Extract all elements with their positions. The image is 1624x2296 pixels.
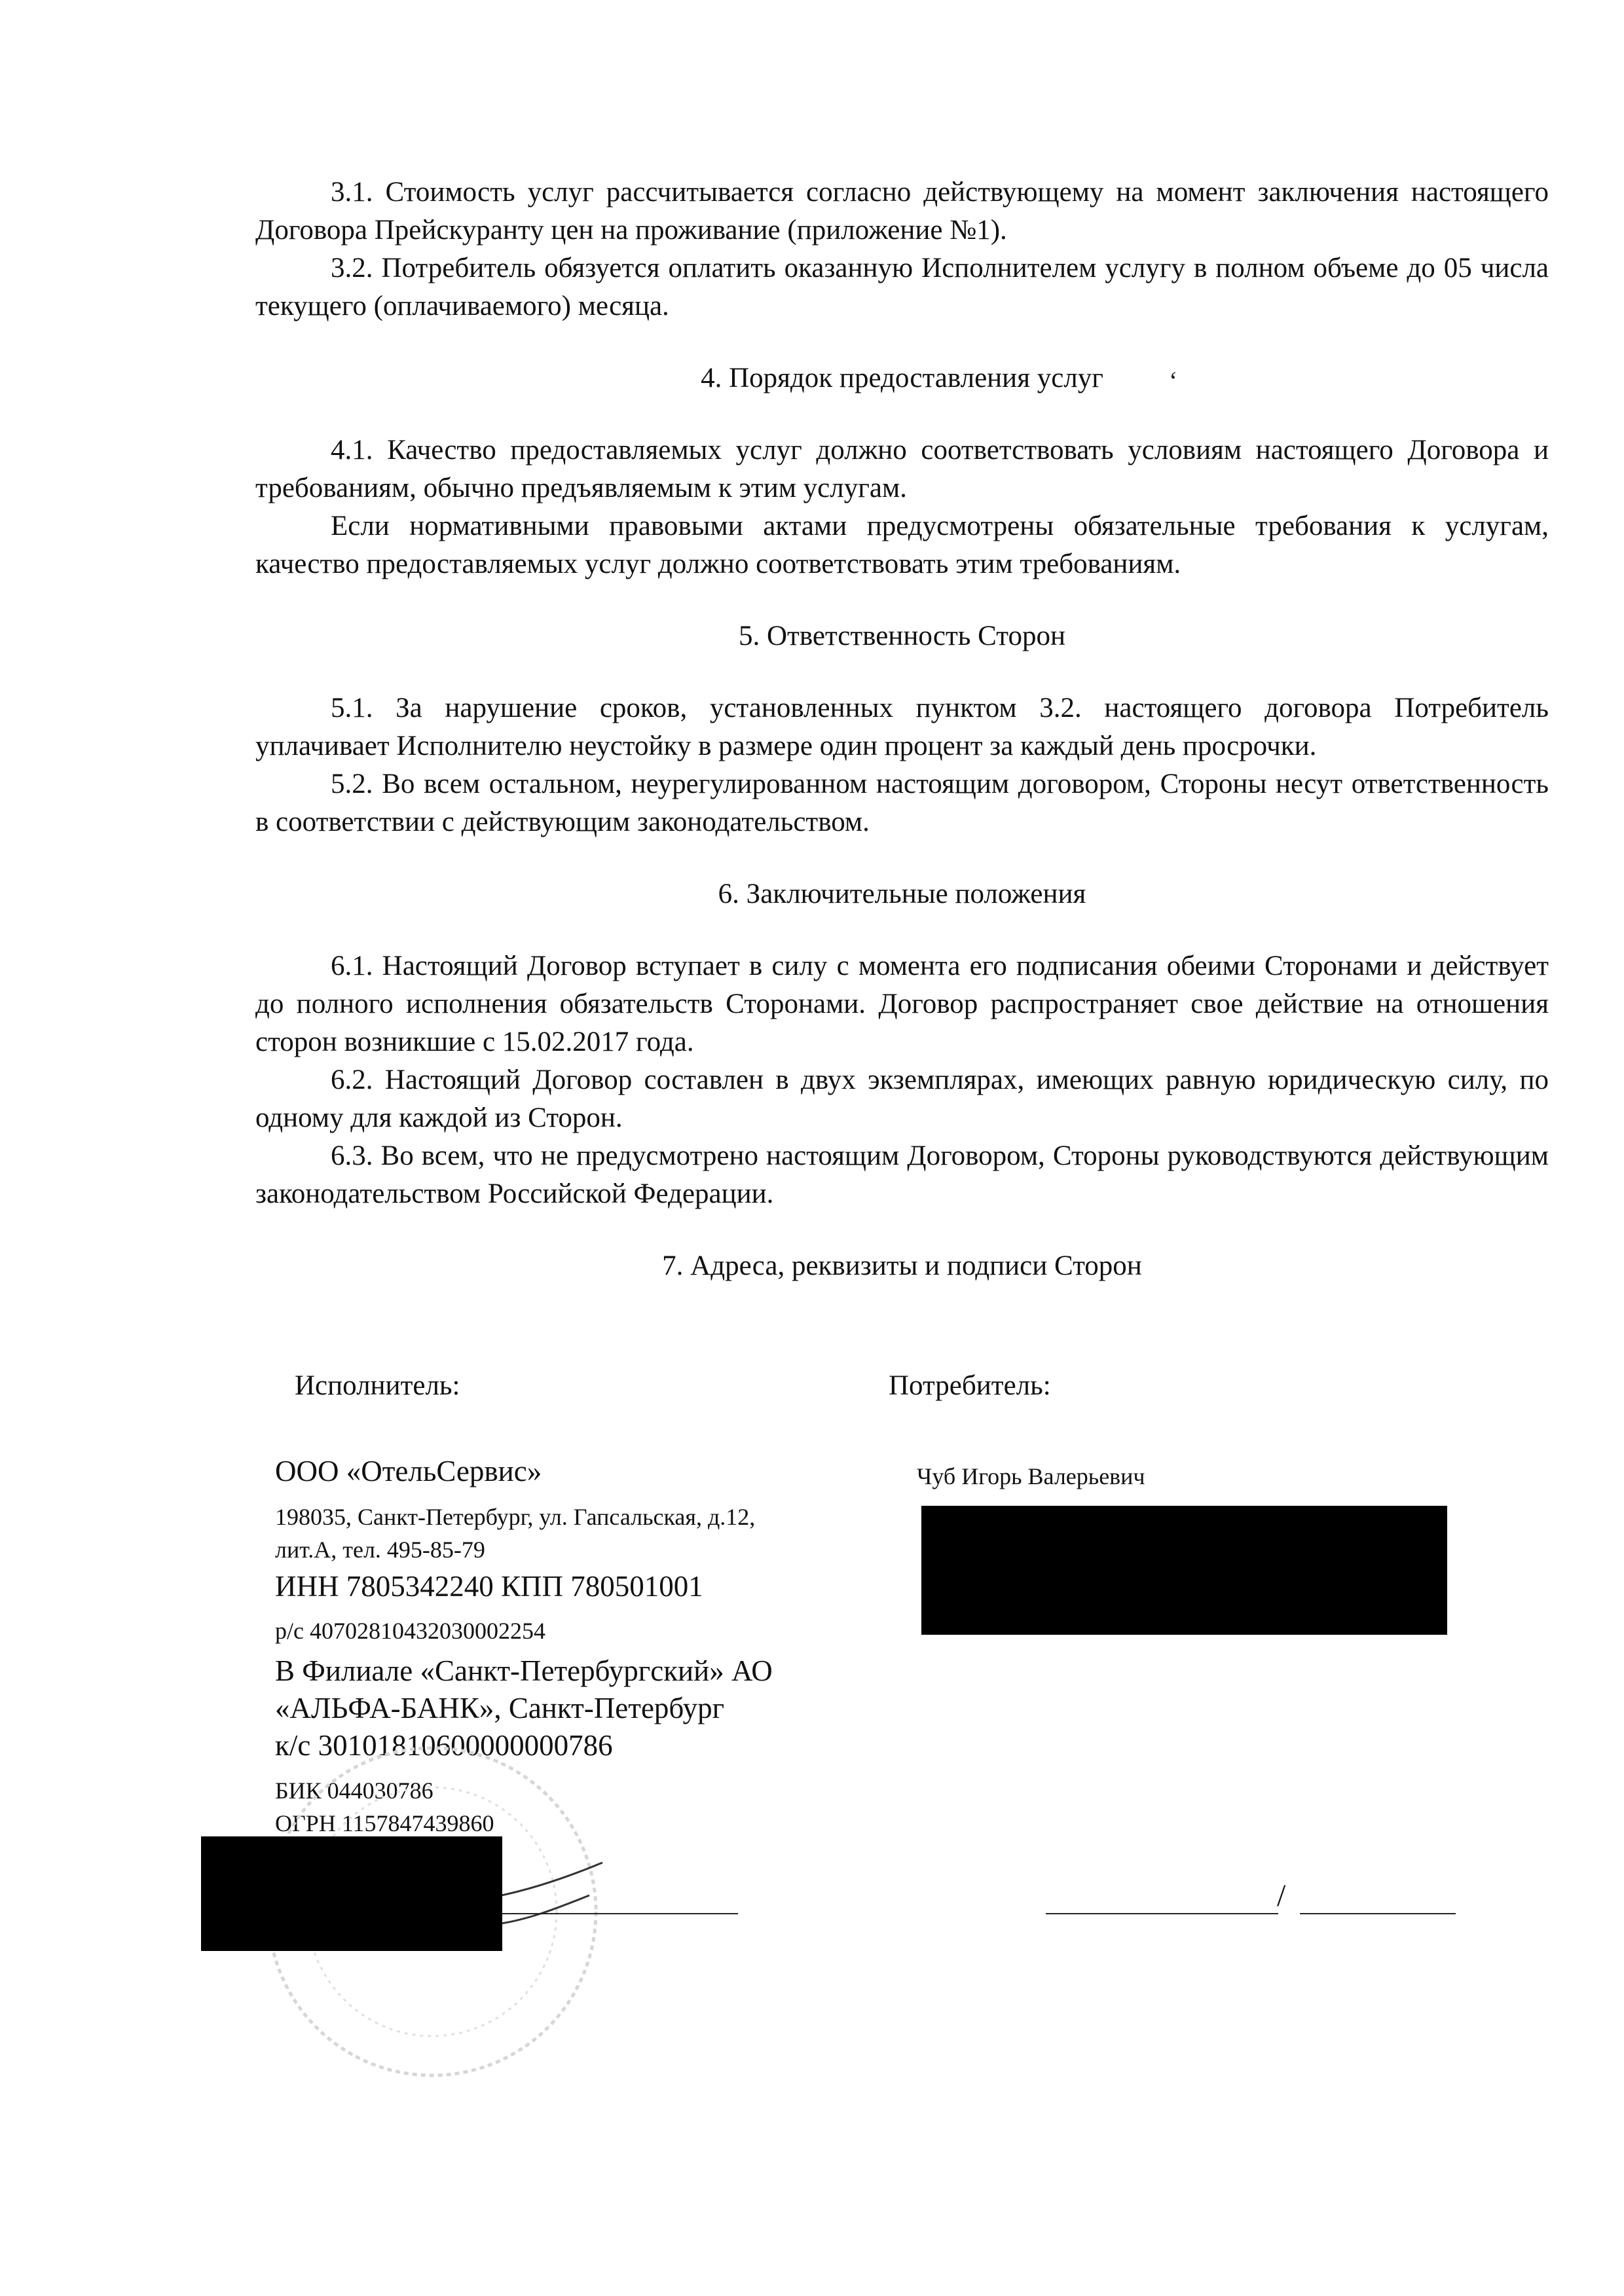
executor-signature-line [502,1913,738,1914]
executor-address-line2: лит.А, тел. 495-85-79 [275,1537,485,1563]
executor-ogrn: ОГРН 1157847439860 [275,1810,494,1836]
section-5-heading: 5. Ответственность Сторон [739,621,1065,651]
consumer-signature-line-1 [1046,1913,1278,1914]
clause-4-1: 4.1. Качество предоставляемых услуг должно соответствовать условиям настоящего Договора и требованиям, обычно предъявляемым к этим услугам. [255,435,1549,503]
executor-corr-account: к/с 30101810600000000786 [275,1729,613,1762]
clause-5-1: 5.1. За нарушение сроков, установленных пунктом 3.2. настоящего договора Потребитель уплачивает Исполнителю неустойку в размере один процент за каждый день просрочки. [255,693,1549,761]
consumer-signature-line-2 [1300,1913,1456,1914]
signature-separator: / [1277,1878,1286,1913]
executor-bik: БИК 044030786 [275,1777,434,1804]
executor-name: ООО «ОтельСервис» [275,1455,542,1487]
redacted-consumer-details [921,1506,1447,1635]
consumer-name: Чуб Игорь Валерьевич [917,1463,1145,1489]
section-6-heading: 6. Заключительные положения [718,879,1086,909]
executor-label: Исполнитель: [295,1370,460,1401]
contract-body [255,173,1549,1285]
clause-3-2: 3.2. Потребитель обязуется оплатить оказанную Исполнителем услугу в полном объеме до 05 числа текущего (оплачиваемого) месяца. [255,253,1549,321]
clause-4-2: Если нормативными правовыми актами предусмотрены обязательные требования к услугам, качество предоставляемых услуг должно соответствовать этим требованиям. [255,511,1549,579]
executor-account: р/с 40702810432030002254 [275,1618,545,1644]
executor-bank-line1: В Филиале «Санкт-Петербургский» АО [275,1654,773,1687]
consumer-label: Потребитель: [889,1370,1051,1401]
clause-6-3: 6.3. Во всем, что не предусмотрено настоящим Договором, Стороны руководствуются действующим законодательством Российской Федерации. [255,1140,1549,1209]
scan-mark: ‘ [1169,366,1178,395]
executor-address-line1: 198035, Санкт-Петербург, ул. Гапсальская, д.12, [275,1504,756,1530]
clause-6-1: 6.1. Настоящий Договор вступает в силу с момента его подписания обеими Сторонами и действует до полного исполнения обязательств Сторонами. Договор распространяет свое действие на отношения сторон возникшие с 15.02.2017 года. [255,951,1549,1057]
clause-5-2: 5.2. Во всем остальном, неурегулированном настоящим договором, Стороны несут ответственность в соответствии с действующим законодательством. [255,769,1549,837]
executor-inn-kpp: ИНН 7805342240 КПП 780501001 [275,1570,703,1603]
redacted-executor-signature [201,1836,502,1951]
clause-6-2: 6.2. Настоящий Договор составлен в двух экземплярах, имеющих равную юридическую силу, по одному для каждой из Сторон. [255,1065,1549,1133]
clause-3-1: 3.1. Стоимость услуг рассчитывается согласно действующему на момент заключения настоящего Договора Прейскуранту цен на проживание (приложение №1). [255,177,1549,246]
section-4-heading: 4. Порядок предоставления услуг [701,363,1103,393]
executor-bank-line2: «АЛЬФА-БАНК», Санкт-Петербург [275,1692,725,1724]
section-7-heading: 7. Адреса, реквизиты и подписи Сторон [662,1250,1142,1281]
